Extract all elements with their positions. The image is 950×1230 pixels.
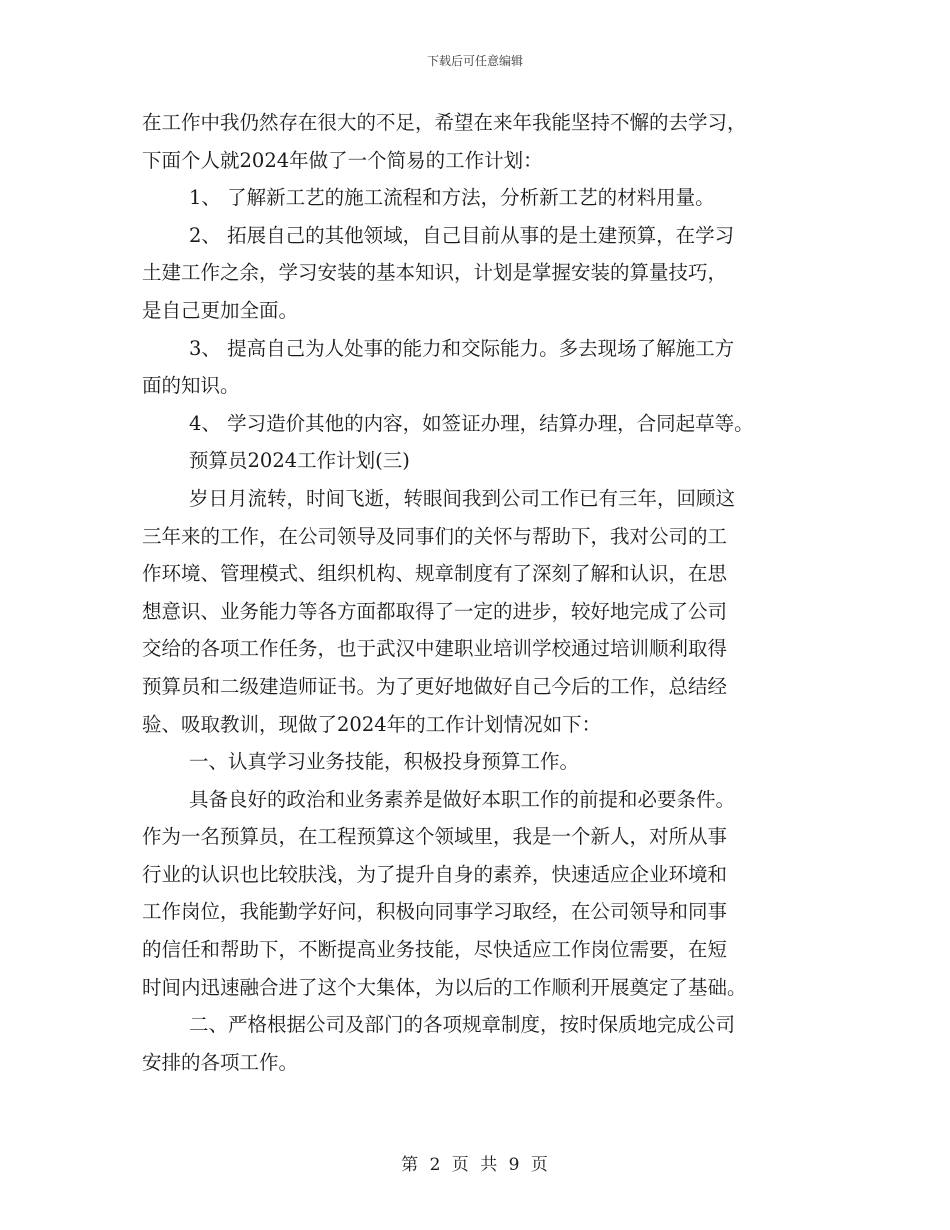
section-title: 预算员2024工作计划(三) [189, 449, 410, 473]
list-item-1: 1、 了解新工艺的施工流程和方法，分析新工艺的材料用量。 [189, 186, 715, 210]
page-header: 下载后可任意编辑 [426, 54, 523, 68]
text-line: 交给的各项工作任务，也于武汉中建职业培训学校通过培训顺利取得 [142, 637, 728, 661]
text-line: 行业的认识也比较肤浅，为了提升自身的素养，快速适应企业环境和 [142, 862, 728, 886]
total-prefix: 共 [480, 1155, 499, 1175]
total-unit: 页 [530, 1155, 549, 1175]
paragraph-start: 具备良好的政治和业务素养是做好本职工作的前提和必要条件。 [189, 787, 736, 811]
text-line: 预算员和二级建造师证书。为了更好地做好自己今后的工作，总结经 [142, 674, 728, 698]
text-line: 是自己更加全面。 [142, 298, 299, 322]
text-line: 工作岗位，我能勤学好问，积极向同事学习取经，在公司领导和同事 [142, 900, 728, 924]
total-pages: 9 [508, 1155, 521, 1175]
text-line: 的信任和帮助下，不断提高业务技能，尽快适应工作岗位需要，在短 [142, 938, 728, 962]
subheading-2: 二、严格根据公司及部门的各项规章制度，按时保质地完成公司 [189, 1013, 736, 1037]
list-item-4: 4、 学习造价其他的内容，如签证办理，结算办理，合同起草等。 [189, 411, 754, 435]
text-line: 作环境、管理模式、组织机构、规章制度有了深刻了解和认识，在思 [142, 562, 728, 586]
text-line: 作为一名预算员，在工程预算这个领域里，我是一个新人，对所从事 [142, 825, 728, 849]
text-line: 在工作中我仍然存在很大的不足，希望在来年我能坚持不懈的去学习， [142, 111, 747, 134]
document-body [142, 104, 822, 1081]
text-line: 土建工作之余，学习安装的基本知识，计划是掌握安装的算量技巧， [142, 261, 728, 285]
text-line: 想意识、业务能力等各方面都取得了一定的进步，较好地完成了公司 [142, 599, 728, 623]
list-item-2: 2、 拓展自己的其他领域，自己目前从事的是土建预算，在学习 [189, 223, 735, 247]
text-line: 三年来的工作，在公司领导及同事们的关怀与帮助下，我对公司的工 [142, 524, 728, 548]
text-line: 时间内迅速融合进了这个大集体，为以后的工作顺利开展奠定了基础。 [142, 975, 747, 999]
page-unit: 页 [451, 1155, 470, 1175]
list-item-3: 3、 提高自己为人处事的能力和交际能力。多去现场了解施工方 [189, 336, 735, 360]
text-line: 面的知识。 [142, 374, 240, 398]
page-footer [0, 1153, 950, 1177]
text-line: 验、吸取教训，现做了2024年的工作计划情况如下： [142, 712, 602, 736]
text-line: 下面个人就2024年做了一个简易的工作计划： [142, 148, 543, 172]
subheading-1: 一、认真学习业务技能，积极投身预算工作。 [189, 750, 580, 774]
page-number: 2 [429, 1155, 442, 1175]
text-line: 安排的各项工作。 [142, 1050, 299, 1074]
page-prefix: 第 [401, 1155, 420, 1175]
paragraph-start: 岁日月流转，时间飞逝，转眼间我到公司工作已有三年，回顾这 [189, 486, 736, 510]
